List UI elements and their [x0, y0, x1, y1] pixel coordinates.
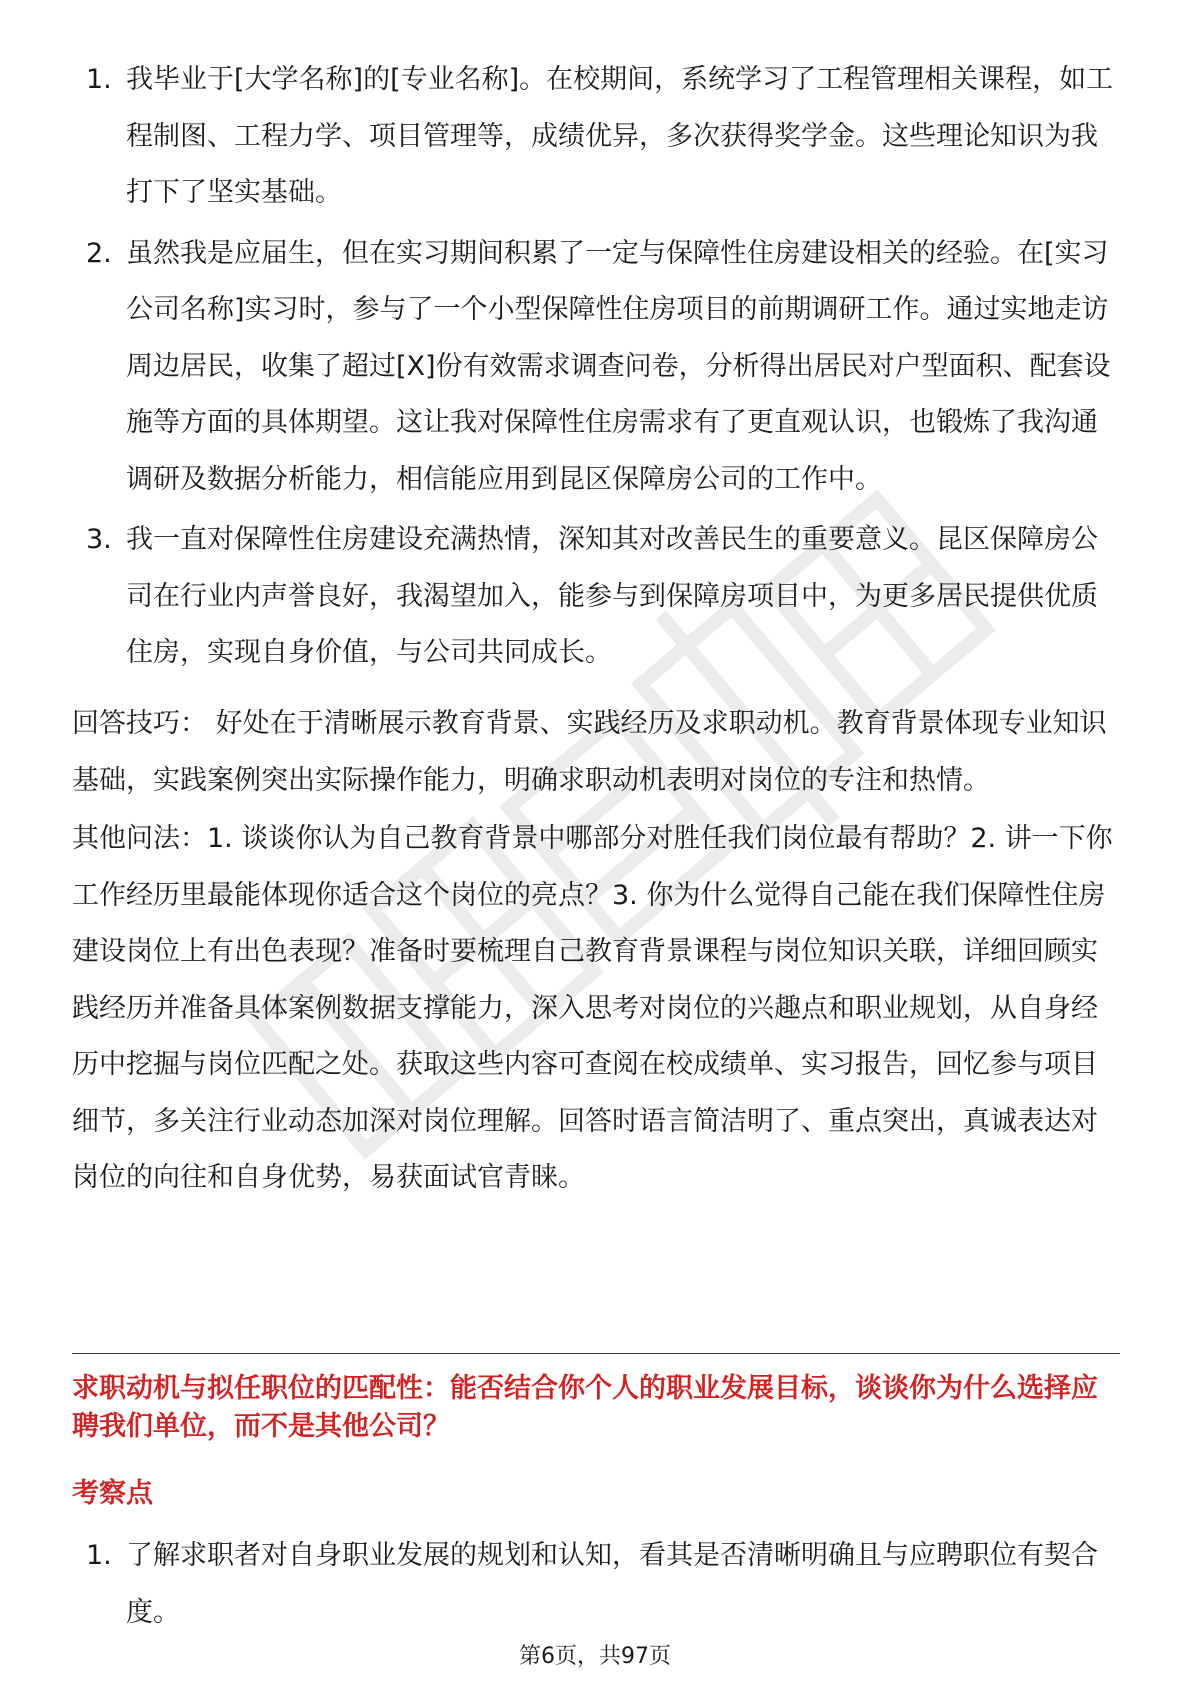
list-item-text: 我一直对保障性住房建设充满热情，深知其对改善民生的重要意义。昆区保障房公司在行业内声誉良好，我渴望加入，能参与到保障房项目中，为更多居民提供优质住房，实现自身价值，与公司共同成长。 [126, 524, 1098, 668]
list-item [72, 226, 1117, 509]
list-number: 1. [86, 1540, 112, 1571]
list-number: 2. [86, 237, 112, 269]
question-heading: 求职动机与拟任职位的匹配性：能否结合你个人的职业发展目标，谈谈你为什么选择应聘我们单位，而不是其他公司？ [72, 1373, 1098, 1442]
section-divider [72, 1353, 1120, 1354]
top-numbered-list [72, 52, 1117, 682]
list-item-text: 了解求职者对自身职业发展的规划和认知，看其是否清晰明确且与应聘职位有契合度。 [126, 1540, 1098, 1628]
answer-tips-paragraph: 回答技巧： 好处在于清晰展示教育背景、实践经历及求职动机。教育背景体现专业知识基础，实践案例突出实际操作能力，明确求职动机表明对岗位的专注和热情。 [72, 708, 1107, 796]
list-item [72, 512, 1117, 682]
other-questions-paragraph: 其他问法：1. 谈谈你认为自己教育背景中哪部分对胜任我们岗位最有帮助？2. 讲一下你工作经历里最能体现你适合这个岗位的亮点？3. 你为什么觉得自己能在我们保障性住房建设岗位上有出色表现？准备时要梳理自己教育背景课程与岗位知识关联，详细回顾实践经历并准备具体案例数据支撑能力，深入思考对岗位的兴趣点和职业规划，从自身经历中挖掘与岗位匹配之处。获取这些内容可查阅在校成绩单、实习报告，回忆参与项目细节，多关注行业动态加深对岗位理解。回答时语言简洁明了、重点突出，真诚表达对岗位的向往和自身优势，易获面试官青睐。 [72, 823, 1113, 1193]
list-item-text: 我毕业于[大学名称]的[专业名称]。在校期间，系统学习了工程管理相关课程，如工程制图、工程力学、项目管理等，成绩优异，多次获得奖学金。这些理论知识为我打下了坚实基础。 [126, 64, 1114, 208]
list-number: 1. [86, 64, 112, 95]
list-item [72, 1528, 1117, 1641]
list-item [72, 52, 1117, 222]
list-item-text: 虽然我是应届生，但在实习期间积累了一定与保障性住房建设相关的经验。在[实习公司名称]实习时，参与了一个小型保障性住房项目的前期调研工作。通过实地走访周边居民，收集了超过[X]份有效需求调查问卷，分析得出居民对户型面积、配套设施等方面的具体期望。这让我对保障性住房需求有了更直观认识，也锻炼了我沟通调研及数据分析能力，相信能应用到昆区保障房公司的工作中。 [126, 237, 1111, 495]
page-number-footer: 第6页，共97页 [519, 1644, 671, 1669]
bottom-numbered-list [72, 1528, 1117, 1641]
list-number: 3. [86, 524, 112, 555]
focus-points-heading: 考察点 [72, 1478, 153, 1509]
